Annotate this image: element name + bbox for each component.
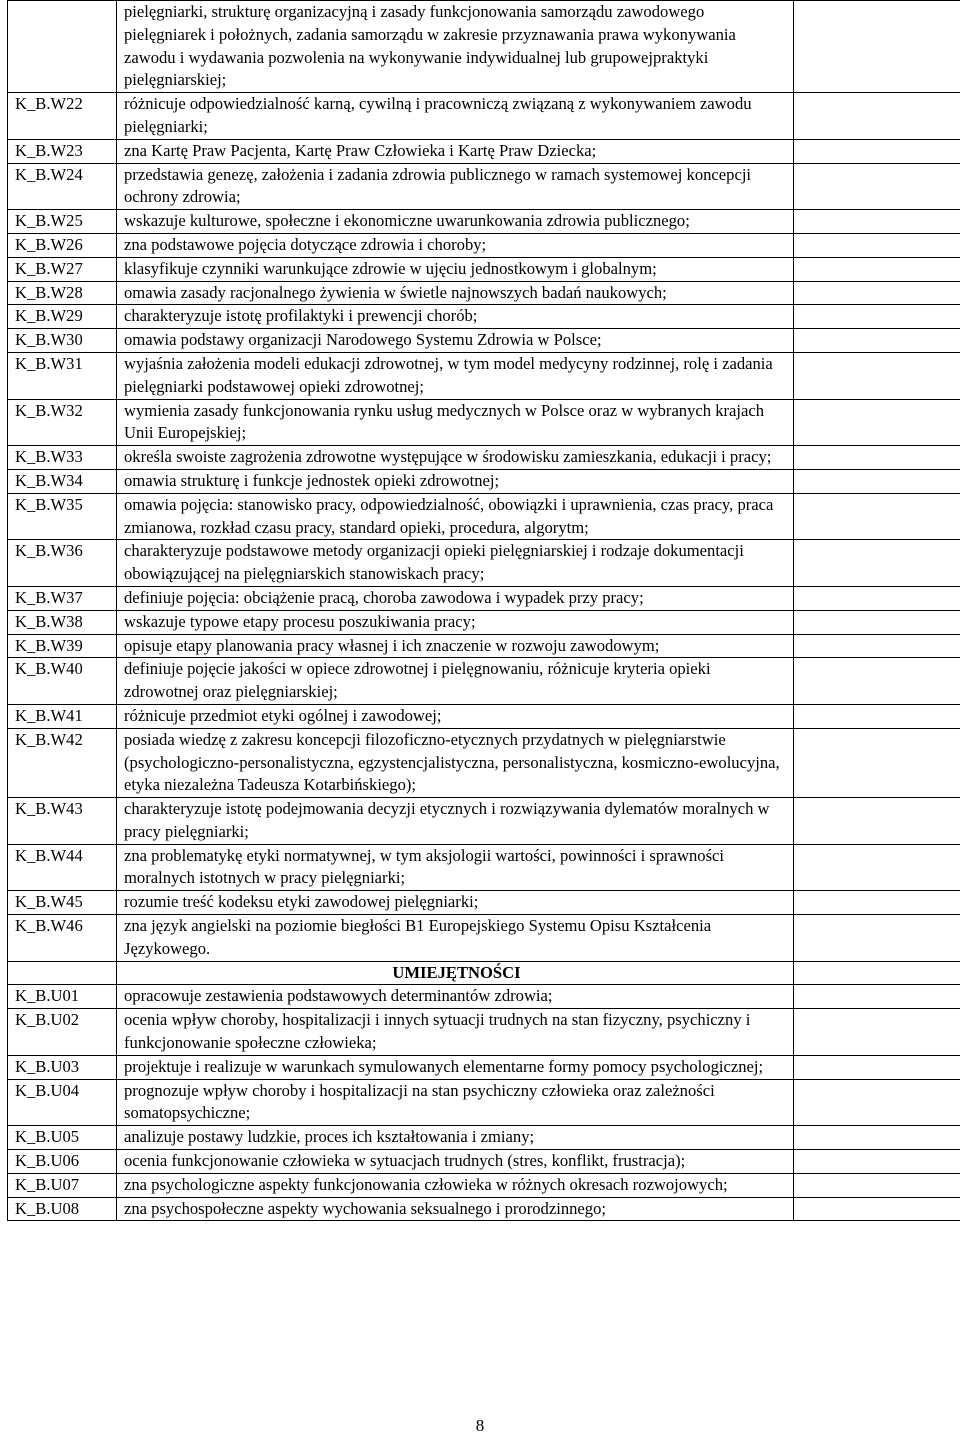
outcome-description: charakteryzuje podstawowe metody organizacji opieki pielęgniarskiej i rodzaje dokumentacji obowiązującej na pielęgniarskich stanowiskach pracy; <box>117 540 794 587</box>
outcome-description: pielęgniarki, strukturę organizacyjną i zasady funkcjonowania samorządu zawodowego pielęgniarek i położnych, zadania samorządu w zakresie przyznawania prawa wykonywania zawodu i wydawania pozwolenia na wykonywanie indywidualnej lub grupowejpraktyki pielęgniarskiej; <box>117 1 794 93</box>
outcome-code: K_B.W27 <box>8 257 117 281</box>
learning-outcomes-table-body <box>8 1 960 1221</box>
outcome-code: K_B.U06 <box>8 1150 117 1174</box>
outcome-code: K_B.W42 <box>8 728 117 797</box>
outcome-code: K_B.W37 <box>8 586 117 610</box>
empty-column-cell <box>794 1055 960 1079</box>
empty-column-cell <box>794 798 960 845</box>
outcome-description: wskazuje typowe etapy procesu poszukiwania pracy; <box>117 610 794 634</box>
outcome-code: K_B.W25 <box>8 210 117 234</box>
empty-column-cell <box>794 540 960 587</box>
empty-column-cell <box>794 163 960 210</box>
outcome-code: K_B.U08 <box>8 1197 117 1221</box>
empty-column-cell <box>794 210 960 234</box>
empty-column-cell <box>794 891 960 915</box>
empty-column-cell <box>794 1 960 93</box>
table-row <box>8 352 960 399</box>
outcome-code: K_B.W35 <box>8 493 117 540</box>
empty-column-cell <box>794 139 960 163</box>
table-row <box>8 985 960 1009</box>
empty-column-cell <box>794 305 960 329</box>
empty-column-cell <box>794 399 960 446</box>
outcome-code: K_B.U04 <box>8 1079 117 1126</box>
outcome-description: zna język angielski na poziomie biegłości B1 Europejskiego Systemu Opisu Kształcenia Językowego. <box>117 915 794 962</box>
table-row <box>8 469 960 493</box>
empty-column-cell <box>794 1079 960 1126</box>
empty-column-cell <box>794 352 960 399</box>
outcome-code: K_B.W39 <box>8 634 117 658</box>
outcome-description: charakteryzuje istotę profilaktyki i prewencji chorób; <box>117 305 794 329</box>
table-row <box>8 1079 960 1126</box>
page-number: 8 <box>475 1416 485 1435</box>
outcome-description: wyjaśnia założenia modeli edukacji zdrowotnej, w tym model medycyny rodzinnej, rolę i zadania pielęgniarki podstawowej opieki zdrowotnej; <box>117 352 794 399</box>
outcome-code: K_B.U03 <box>8 1055 117 1079</box>
table-row <box>8 1009 960 1056</box>
empty-column-cell <box>794 1173 960 1197</box>
outcome-description: zna Kartę Praw Pacjenta, Kartę Praw Człowieka i Kartę Praw Dziecka; <box>117 139 794 163</box>
table-row <box>8 586 960 610</box>
outcome-code: K_B.W30 <box>8 329 117 353</box>
empty-column-cell <box>794 634 960 658</box>
empty-column-cell <box>794 1150 960 1174</box>
outcome-description: definiuje pojęcie jakości w opiece zdrowotnej i pielęgnowaniu, różnicuje kryteria opieki zdrowotnej oraz pielęgniarskiej; <box>117 658 794 705</box>
outcome-description: definiuje pojęcia: obciążenie pracą, choroba zawodowa i wypadek przy pracy; <box>117 586 794 610</box>
table-row <box>8 844 960 891</box>
outcome-description: ocenia funkcjonowanie człowieka w sytuacjach trudnych (stres, konflikt, frustracja); <box>117 1150 794 1174</box>
outcome-description: opisuje etapy planowania pracy własnej i ich znaczenie w rozwoju zawodowym; <box>117 634 794 658</box>
outcome-code: K_B.W46 <box>8 915 117 962</box>
outcome-code: K_B.W26 <box>8 233 117 257</box>
table-row <box>8 446 960 470</box>
table-row <box>8 1173 960 1197</box>
table-row <box>8 1126 960 1150</box>
outcome-description: posiada wiedzę z zakresu koncepcji filozoficzno-etycznych przydatnych w pielęgniarstwie (psychologiczno-personalistyczna, egzystencjalistyczna, personalistyczna, kosmiczno-ewolucyjna, etyka niezależna Tadeusza Kotarbińskiego); <box>117 728 794 797</box>
outcome-code: K_B.W40 <box>8 658 117 705</box>
outcome-description: omawia zasady racjonalnego żywienia w świetle najnowszych badań naukowych; <box>117 281 794 305</box>
outcome-description: przedstawia genezę, założenia i zadania zdrowia publicznego w ramach systemowej koncepcji ochrony zdrowia; <box>117 163 794 210</box>
outcome-description: projektuje i realizuje w warunkach symulowanych elementarne formy pomocy psychologicznej; <box>117 1055 794 1079</box>
outcome-code: K_B.W29 <box>8 305 117 329</box>
table-row <box>8 728 960 797</box>
table-row <box>8 1197 960 1221</box>
outcome-description: zna psychologiczne aspekty funkcjonowania człowieka w różnych okresach rozwojowych; <box>117 1173 794 1197</box>
outcome-description: analizuje postawy ludzkie, proces ich kształtowania i zmiany; <box>117 1126 794 1150</box>
table-row <box>8 1055 960 1079</box>
outcome-description: omawia podstawy organizacji Narodowego Systemu Zdrowia w Polsce; <box>117 329 794 353</box>
table-row <box>8 891 960 915</box>
outcome-code: K_B.W38 <box>8 610 117 634</box>
table-row <box>8 93 960 140</box>
table-row <box>8 399 960 446</box>
outcome-description: opracowuje zestawienia podstawowych determinantów zdrowia; <box>117 985 794 1009</box>
outcome-code <box>8 961 117 985</box>
outcome-code: K_B.W36 <box>8 540 117 587</box>
outcome-code: K_B.W22 <box>8 93 117 140</box>
table-row <box>8 281 960 305</box>
outcome-code: K_B.W34 <box>8 469 117 493</box>
empty-column-cell <box>794 1009 960 1056</box>
empty-column-cell <box>794 658 960 705</box>
outcome-description: zna podstawowe pojęcia dotyczące zdrowia i choroby; <box>117 233 794 257</box>
empty-column-cell <box>794 844 960 891</box>
outcome-code: K_B.W43 <box>8 798 117 845</box>
outcome-description: omawia pojęcia: stanowisko pracy, odpowiedzialność, obowiązki i uprawnienia, czas pracy, praca zmianowa, rozkład czasu pracy, standard opieki, procedura, algorytm; <box>117 493 794 540</box>
outcome-code: K_B.W24 <box>8 163 117 210</box>
outcome-code: K_B.U05 <box>8 1126 117 1150</box>
outcome-description: zna psychospołeczne aspekty wychowania seksualnego i prorodzinnego; <box>117 1197 794 1221</box>
outcome-code: K_B.U01 <box>8 985 117 1009</box>
outcome-code: K_B.U07 <box>8 1173 117 1197</box>
empty-column-cell <box>794 1197 960 1221</box>
outcome-code <box>8 1 117 93</box>
outcome-code: K_B.W33 <box>8 446 117 470</box>
table-row <box>8 210 960 234</box>
table-row <box>8 233 960 257</box>
empty-column-cell <box>794 610 960 634</box>
table-row <box>8 1150 960 1174</box>
table-row <box>8 493 960 540</box>
outcome-description: charakteryzuje istotę podejmowania decyzji etycznych i rozwiązywania dylematów moralnych w pracy pielęgniarki; <box>117 798 794 845</box>
empty-column-cell <box>794 704 960 728</box>
section-title: UMIEJĘTNOŚCI <box>117 961 794 985</box>
outcome-description: określa swoiste zagrożenia zdrowotne występujące w środowisku zamieszkania, edukacji i pracy; <box>117 446 794 470</box>
outcome-description: ocenia wpływ choroby, hospitalizacji i innych sytuacji trudnych na stan fizyczny, psychiczny i funkcjonowanie społeczne człowieka; <box>117 1009 794 1056</box>
empty-column-cell <box>794 446 960 470</box>
empty-column-cell <box>794 93 960 140</box>
outcome-description: wymienia zasady funkcjonowania rynku usług medycznych w Polsce oraz w wybranych krajach Unii Europejskiej; <box>117 399 794 446</box>
empty-column-cell <box>794 257 960 281</box>
empty-column-cell <box>794 233 960 257</box>
empty-column-cell <box>794 728 960 797</box>
table-row <box>8 915 960 962</box>
table-row <box>8 540 960 587</box>
outcome-code: K_B.W32 <box>8 399 117 446</box>
empty-column-cell <box>794 1126 960 1150</box>
table-row <box>8 610 960 634</box>
outcome-code: K_B.W45 <box>8 891 117 915</box>
outcome-code: K_B.W28 <box>8 281 117 305</box>
empty-column-cell <box>794 493 960 540</box>
outcome-code: K_B.W41 <box>8 704 117 728</box>
outcome-description: omawia strukturę i funkcje jednostek opieki zdrowotnej; <box>117 469 794 493</box>
outcome-code: K_B.W23 <box>8 139 117 163</box>
outcome-code: K_B.W31 <box>8 352 117 399</box>
empty-column-cell <box>794 469 960 493</box>
outcome-code: K_B.W44 <box>8 844 117 891</box>
table-row <box>8 305 960 329</box>
table-row <box>8 658 960 705</box>
outcome-description: klasyfikuje czynniki warunkujące zdrowie w ujęciu jednostkowym i globalnym; <box>117 257 794 281</box>
outcome-description: zna problematykę etyki normatywnej, w tym aksjologii wartości, powinności i sprawności moralnych istotnych w pracy pielęgniarki; <box>117 844 794 891</box>
empty-column-cell <box>794 586 960 610</box>
table-row <box>8 257 960 281</box>
table-row <box>8 1 960 93</box>
empty-column-cell <box>794 281 960 305</box>
empty-column-cell <box>794 915 960 962</box>
outcome-description: różnicuje przedmiot etyki ogólnej i zawodowej; <box>117 704 794 728</box>
empty-column-cell <box>794 985 960 1009</box>
table-row <box>8 634 960 658</box>
outcome-description: prognozuje wpływ choroby i hospitalizacji na stan psychiczny człowieka oraz zależności somatopsychiczne; <box>117 1079 794 1126</box>
outcome-description: różnicuje odpowiedzialność karną, cywilną i pracowniczą związaną z wykonywaniem zawodu pielęgniarki; <box>117 93 794 140</box>
outcome-code: K_B.U02 <box>8 1009 117 1056</box>
table-row <box>8 139 960 163</box>
learning-outcomes-table <box>7 0 960 1221</box>
table-row <box>8 329 960 353</box>
outcome-description: rozumie treść kodeksu etyki zawodowej pielęgniarki; <box>117 891 794 915</box>
empty-column-cell <box>794 961 960 985</box>
empty-column-cell <box>794 329 960 353</box>
outcome-description: wskazuje kulturowe, społeczne i ekonomiczne uwarunkowania zdrowia publicznego; <box>117 210 794 234</box>
table-row <box>8 704 960 728</box>
table-row <box>8 163 960 210</box>
section-header-row <box>8 961 960 985</box>
table-row <box>8 798 960 845</box>
